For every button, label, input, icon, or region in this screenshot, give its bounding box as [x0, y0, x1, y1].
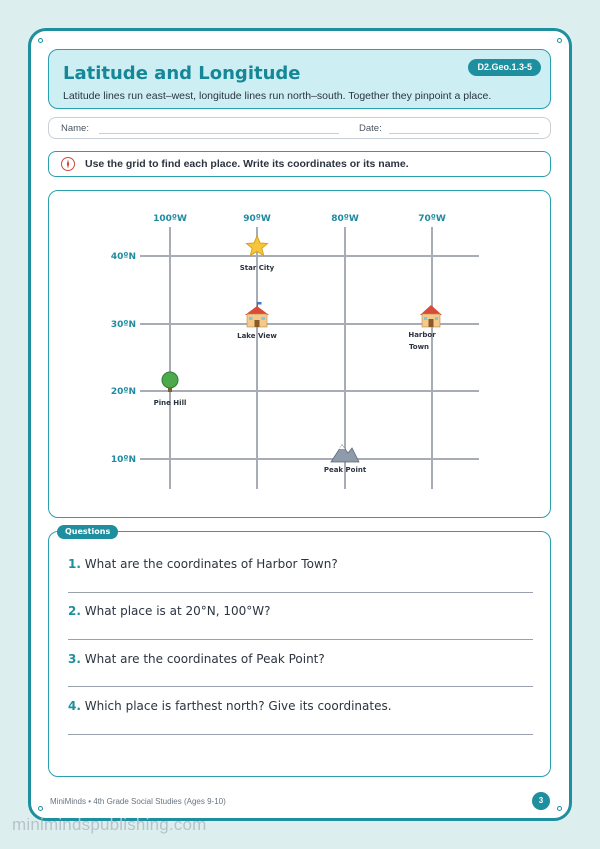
place-label-harbor-town-line2: Town [408, 343, 430, 351]
latitude-label: 40ºN [110, 252, 136, 262]
standard-code-badge: D2.Geo.1.3-5 [468, 59, 541, 76]
corner-dot [557, 38, 562, 43]
question-2 [68, 604, 270, 618]
answer-line-1[interactable] [68, 592, 533, 593]
place-label-peak-point: Peak Point [323, 466, 367, 474]
corner-dot [38, 38, 43, 43]
question-number: 1. [68, 557, 81, 571]
place-label-lake-view: Lake View [237, 332, 277, 340]
corner-dot [38, 806, 43, 811]
place-label-star-city: Star City [239, 264, 275, 272]
coordinate-grid-map [48, 190, 551, 518]
page-title: Latitude and Longitude [63, 63, 301, 84]
longitude-label: 70ºW [418, 214, 446, 224]
question-text: What place is at 20°N, 100°W? [84, 604, 271, 618]
longitude-label: 90ºW [243, 214, 271, 224]
question-number: 2. [68, 604, 81, 618]
question-text: Which place is farthest north? Give its coordinates. [84, 699, 392, 713]
date-line[interactable] [389, 133, 539, 134]
question-number: 4. [68, 699, 81, 713]
latitude-label: 10ºN [110, 455, 136, 465]
place-label-harbor-town-line1: Harbor [408, 331, 436, 339]
question-number: 3. [68, 652, 81, 666]
instruction-text: Use the grid to find each place. Write its coordinates or its name. [85, 158, 409, 170]
answer-line-2[interactable] [68, 639, 533, 640]
longitude-label: 80ºW [331, 214, 359, 224]
questions-tag: Questions [57, 525, 118, 539]
question-4 [68, 699, 392, 713]
latitude-label: 20ºN [110, 387, 136, 397]
footer-text: MiniMinds • 4th Grade Social Studies (Ages 9-10) [50, 797, 226, 806]
compass-icon [61, 157, 75, 171]
place-label-pine-hill: Pine Hill [153, 399, 187, 407]
name-label: Name: [61, 123, 89, 134]
instruction-bar [48, 151, 551, 177]
answer-line-4[interactable] [68, 734, 533, 735]
house-icon [420, 305, 442, 327]
page-number-badge: 3 [532, 792, 550, 810]
corner-dot [557, 806, 562, 811]
name-line[interactable] [99, 133, 339, 134]
name-date-bar [48, 117, 551, 139]
question-3 [68, 652, 325, 666]
longitude-label: 100ºW [153, 214, 187, 224]
question-text: What are the coordinates of Harbor Town? [84, 557, 338, 571]
latitude-label: 30ºN [110, 320, 136, 330]
page-subtitle: Latitude lines run east–west, longitude lines run north–south. Together they pinpoint a place. [63, 90, 492, 102]
tree-icon [162, 372, 178, 392]
answer-line-3[interactable] [68, 686, 533, 687]
watermark: minimindspublishing.com [12, 815, 207, 834]
question-1 [68, 557, 338, 571]
header-banner [48, 49, 551, 109]
question-text: What are the coordinates of Peak Point? [84, 652, 325, 666]
date-label: Date: [359, 123, 382, 134]
